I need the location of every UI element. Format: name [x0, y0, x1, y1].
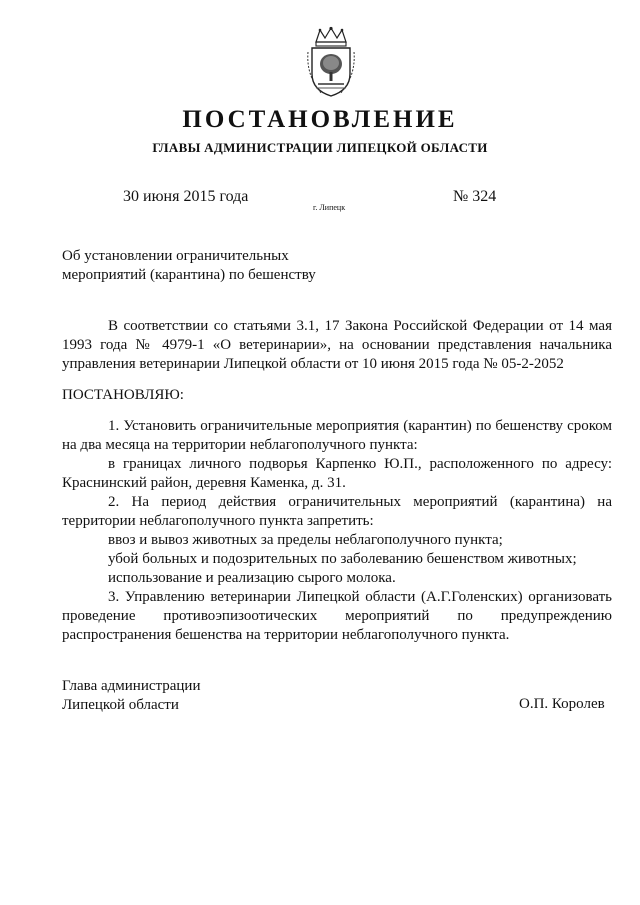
- item-2: 2. На период действия ограничительных мероприятий (карантина) на территории неблагополучного пункта запретить:: [62, 494, 612, 529]
- signature-position-line-1: Глава администрации: [62, 678, 201, 694]
- decree-word: ПОСТАНОВЛЯЮ:: [62, 387, 184, 403]
- signature-position: [62, 677, 200, 715]
- document-title: ПОСТАНОВЛЕНИЕ: [182, 106, 458, 133]
- document-body: [62, 317, 612, 645]
- coat-of-arms-icon: [304, 26, 358, 98]
- item-1: 1. Установить ограничительные мероприятия (карантин) по бешенству сроком на два месяца на территории неблагополучного пункта:: [62, 418, 612, 453]
- document-subject: [62, 247, 362, 285]
- item-2-sub-1: ввоз и вывоз животных за пределы неблагополучного пункта;: [108, 532, 503, 548]
- item-3: 3. Управлению ветеринарии Липецкой области (А.Г.Голенских) организовать проведение противоэпизоотических мероприятий по предупреждению распространения бешенства на территории неблагополучного пункта.: [62, 589, 612, 643]
- preamble-paragraph: В соответствии со статьями 3.1, 17 Закона Российской Федерации от 14 мая 1993 года № 4979-1 «О ветеринарии», на основании представления начальника управления ветеринарии Липецкой области от 10 июня 2015 года № 05-2-2052: [62, 318, 612, 372]
- subject-line-1: Об установлении ограничительных: [62, 248, 289, 264]
- item-2-sub-3: использование и реализацию сырого молока.: [108, 570, 396, 586]
- document-subtitle: ГЛАВЫ АДМИНИСТРАЦИИ ЛИПЕЦКОЙ ОБЛАСТИ: [152, 140, 488, 155]
- item-2-sub-2: убой больных и подозрительных по заболеванию бешенством животных;: [108, 551, 577, 567]
- signature-name: О.П. Королев: [519, 696, 605, 712]
- signature-position-line-2: Липецкой области: [62, 697, 179, 713]
- document-date: 30 июня 2015 года: [123, 188, 249, 205]
- item-1-sub: в границах личного подворья Карпенко Ю.П., расположенного по адресу: Краснинский район, деревня Каменка, д. 31.: [62, 456, 612, 491]
- subject-line-2: мероприятий (карантина) по бешенству: [62, 267, 316, 283]
- document-number: № 324: [453, 188, 497, 205]
- document-city: г. Липецк: [313, 203, 346, 212]
